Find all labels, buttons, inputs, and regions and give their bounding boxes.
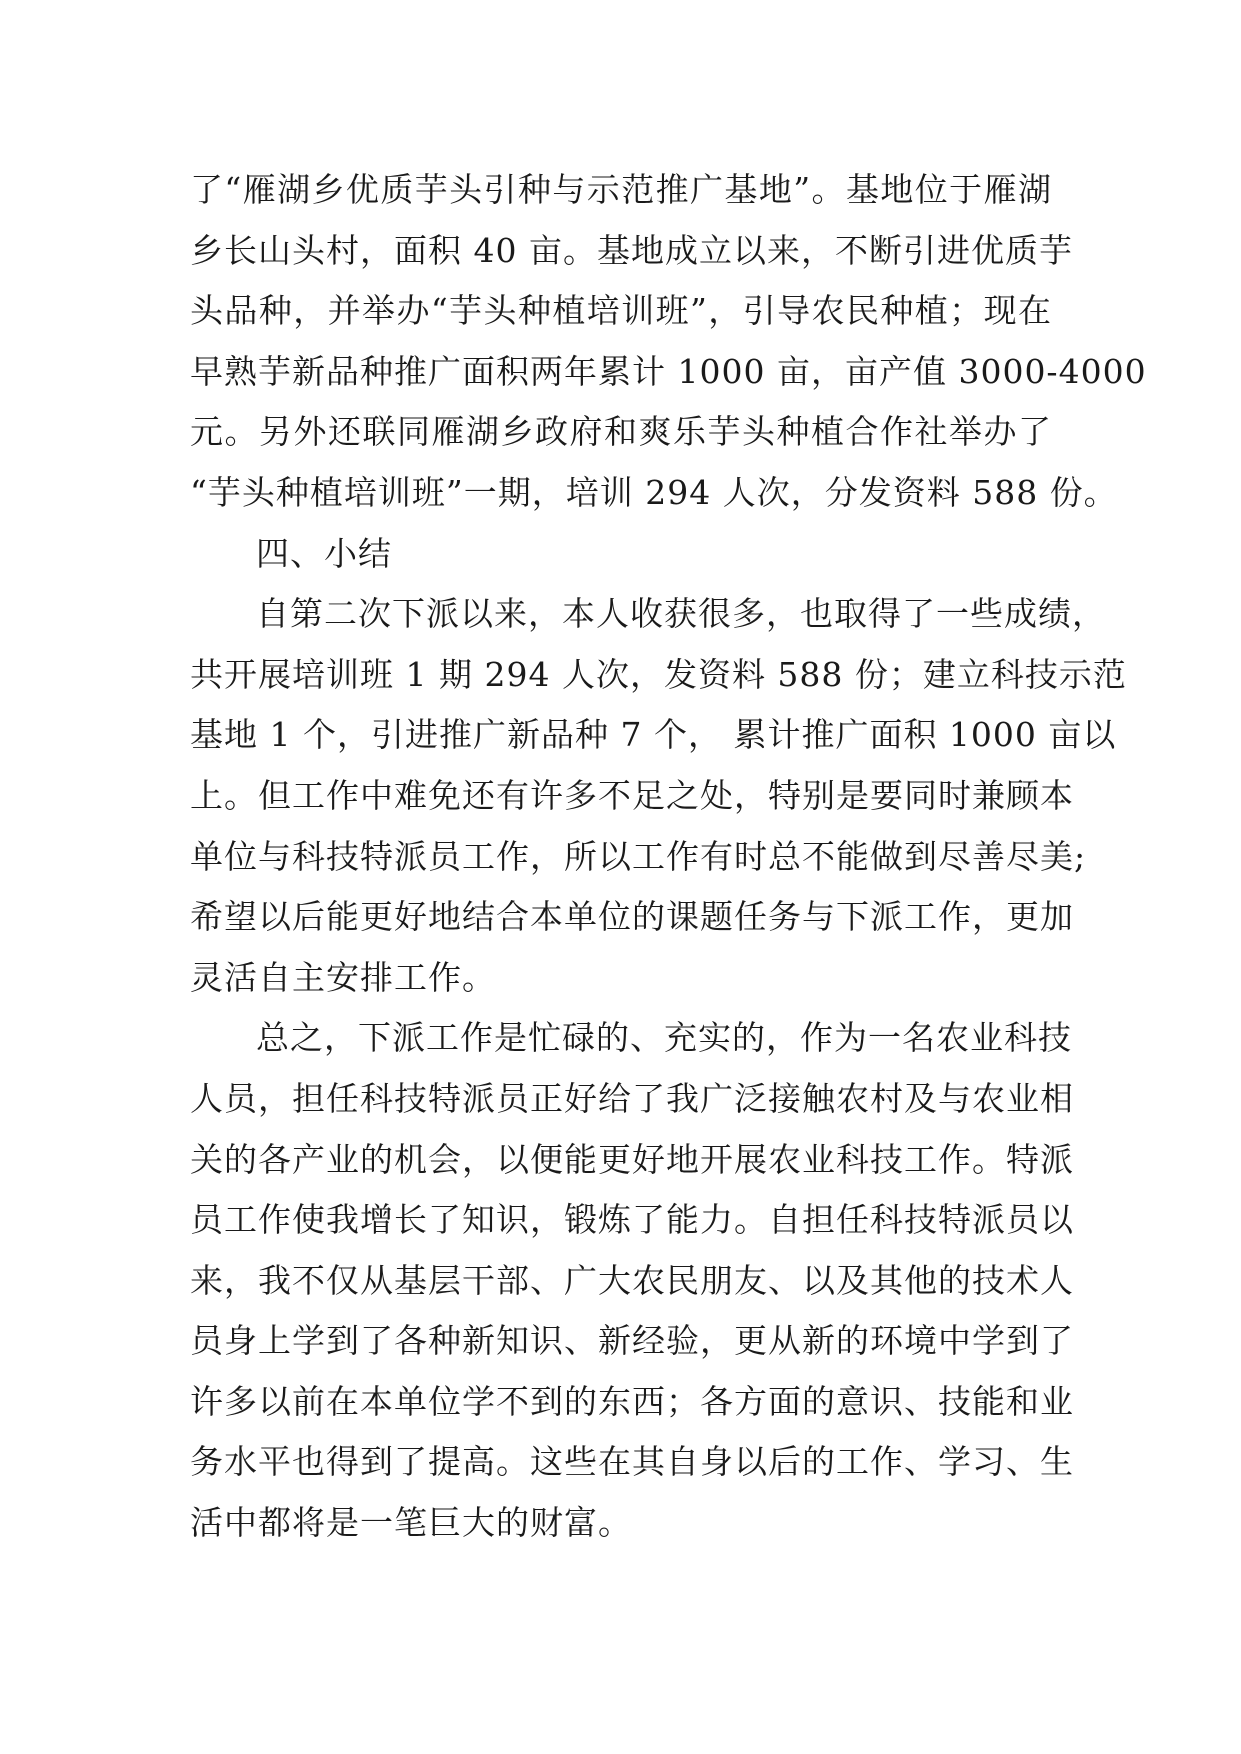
text-line: 了“雁湖乡优质芋头引种与示范推广基地”。基地位于雁湖 <box>190 170 1052 209</box>
text-line: 关的各产业的机会，以便能更好地开展农业科技工作。特派 <box>190 1139 1074 1179</box>
text-line: 务水平也得到了提高。这些在其自身以后的工作、学习、生 <box>190 1442 1074 1482</box>
text-line: 员身上学到了各种新知识、新经验，更从新的环境中学到了 <box>190 1321 1074 1361</box>
text-line: 许多以前在本单位学不到的东西；各方面的意识、技能和业 <box>190 1381 1074 1421</box>
text-line: 活中都将是一笔巨大的财富。 <box>190 1503 632 1543</box>
text-line: 来，我不仅从基层干部、广大农民朋友、以及其他的技术人 <box>190 1260 1074 1300</box>
text-line: 基地 1 个，引进推广新品种 7 个， 累计推广面积 1000 亩以 <box>190 715 1117 755</box>
text-line: 上。但工作中难免还有许多不足之处，特别是要同时兼顾本 <box>190 775 1074 815</box>
text-line: 早熟芋新品种推广面积两年累计 1000 亩，亩产值 3000-4000 <box>190 351 1147 391</box>
text-line: 乡长山头村，面积 40 亩。基地成立以来，不断引进优质芋 <box>190 230 1073 270</box>
text-line: 共开展培训班 1 期 294 人次，发资料 588 份；建立科技示范 <box>190 654 1127 694</box>
text-line: “芋头种植培训班”一期，培训 294 人次，分发资料 588 份。 <box>190 472 1118 512</box>
text-line: 头品种，并举办“芋头种植培训班”，引导农民种植；现在 <box>190 291 1052 331</box>
section-heading: 四、小结 <box>256 533 392 573</box>
text-line: 人员，担任科技特派员正好给了我广泛接触农村及与农业相 <box>190 1078 1074 1118</box>
text-line: 灵活自主安排工作。 <box>190 957 496 997</box>
document-body <box>190 160 1147 1554</box>
text-line: 元。另外还联同雁湖乡政府和爽乐芋头种植合作社举办了 <box>190 412 1052 452</box>
text-line: 总之，下派工作是忙碌的、充实的，作为一名农业科技 <box>256 1018 1072 1058</box>
text-line: 自第二次下派以来，本人收获很多，也取得了一些成绩， <box>256 594 1106 634</box>
text-line: 希望以后能更好地结合本单位的课题任务与下派工作，更加 <box>190 897 1074 937</box>
text-line: 单位与科技特派员工作，所以工作有时总不能做到尽善尽美; <box>190 836 1087 876</box>
text-line: 员工作使我增长了知识，锻炼了能力。自担任科技特派员以 <box>190 1200 1074 1240</box>
